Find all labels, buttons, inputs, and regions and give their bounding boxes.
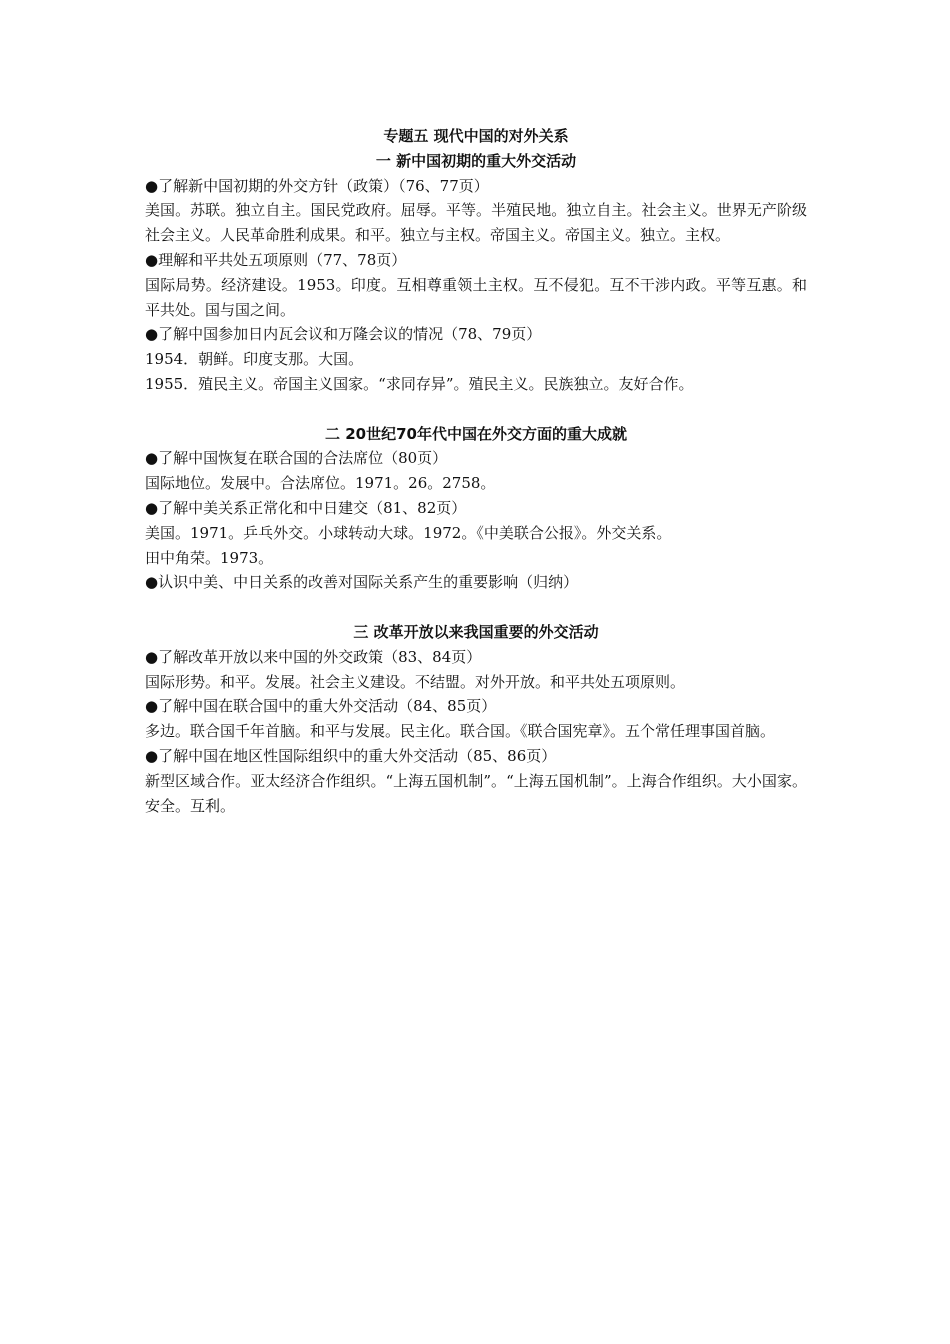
answer-line: 1954．朝鲜。印度支那。大国。	[145, 350, 364, 369]
answer-paragraph: 美国。苏联。独立自主。国民党政府。屈辱。平等。半殖民地。独立自主。社会主义。世界无产阶级社会主义。人民革命胜利成果。和平。独立与主权。帝国主义。帝国主义。独立。主权。	[145, 201, 807, 245]
section-heading: 二 20世纪70年代中国在外交方面的重大成就	[325, 424, 627, 443]
answer-paragraph: 多边。联合国千年首脑。和平与发展。民主化。联合国。《联合国宪章》。五个常任理事国首脑。	[145, 722, 776, 741]
answer-paragraph: 新型区域合作。亚太经济合作组织。“上海五国机制”。“上海五国机制”。上海合作组织。大小国家。安全。互利。	[145, 771, 807, 815]
section-heading: 一 新中国初期的重大外交活动	[375, 151, 577, 170]
answer-line: 国际地位。发展中。合法席位。1971。26。2758。	[145, 474, 496, 493]
bullet-item: ●了解中国在联合国中的重大外交活动（84、85页）	[145, 697, 497, 716]
blank-line	[145, 595, 807, 620]
bullet-item: ●了解新中国初期的外交方针（政策）（76、77页）	[145, 176, 489, 195]
bullet-item: ●理解和平共处五项原则（77、78页）	[145, 250, 407, 269]
bullet-item: ●了解中国参加日内瓦会议和万隆会议的情况（78、79页）	[145, 325, 542, 344]
bullet-item: ●认识中美、中日关系的改善对国际关系产生的重要影响（归纳）	[145, 573, 579, 592]
bullet-item: ●了解中国在地区性国际组织中的重大外交活动（85、86页）	[145, 746, 557, 765]
bullet-item: ●了解中美关系正常化和中日建交（81、82页）	[145, 498, 467, 517]
document-page	[145, 124, 807, 818]
bullet-item: ●了解中国恢复在联合国的合法席位（80页）	[145, 449, 448, 468]
answer-line: 美国。1971。乒乓外交。小球转动大球。1972。《中美联合公报》。外交关系。	[145, 523, 672, 542]
blank-line	[145, 397, 807, 422]
answer-paragraph: 国际局势。经济建设。1953。印度。互相尊重领土主权。互不侵犯。互不干涉内政。平等互惠。和平共处。国与国之间。	[145, 275, 807, 319]
answer-line: 田中角荣。1973。	[145, 548, 274, 567]
answer-line: 国际形势。和平。发展。社会主义建设。不结盟。对外开放。和平共处五项原则。	[145, 672, 686, 691]
answer-line: 1955．殖民主义。帝国主义国家。“求同存异”。殖民主义。民族独立。友好合作。	[145, 374, 694, 393]
section-heading: 三 改革开放以来我国重要的外交活动	[353, 622, 599, 641]
document-title: 专题五 现代中国的对外关系	[383, 127, 569, 145]
bullet-item: ●了解改革开放以来中国的外交政策（83、84页）	[145, 647, 482, 666]
